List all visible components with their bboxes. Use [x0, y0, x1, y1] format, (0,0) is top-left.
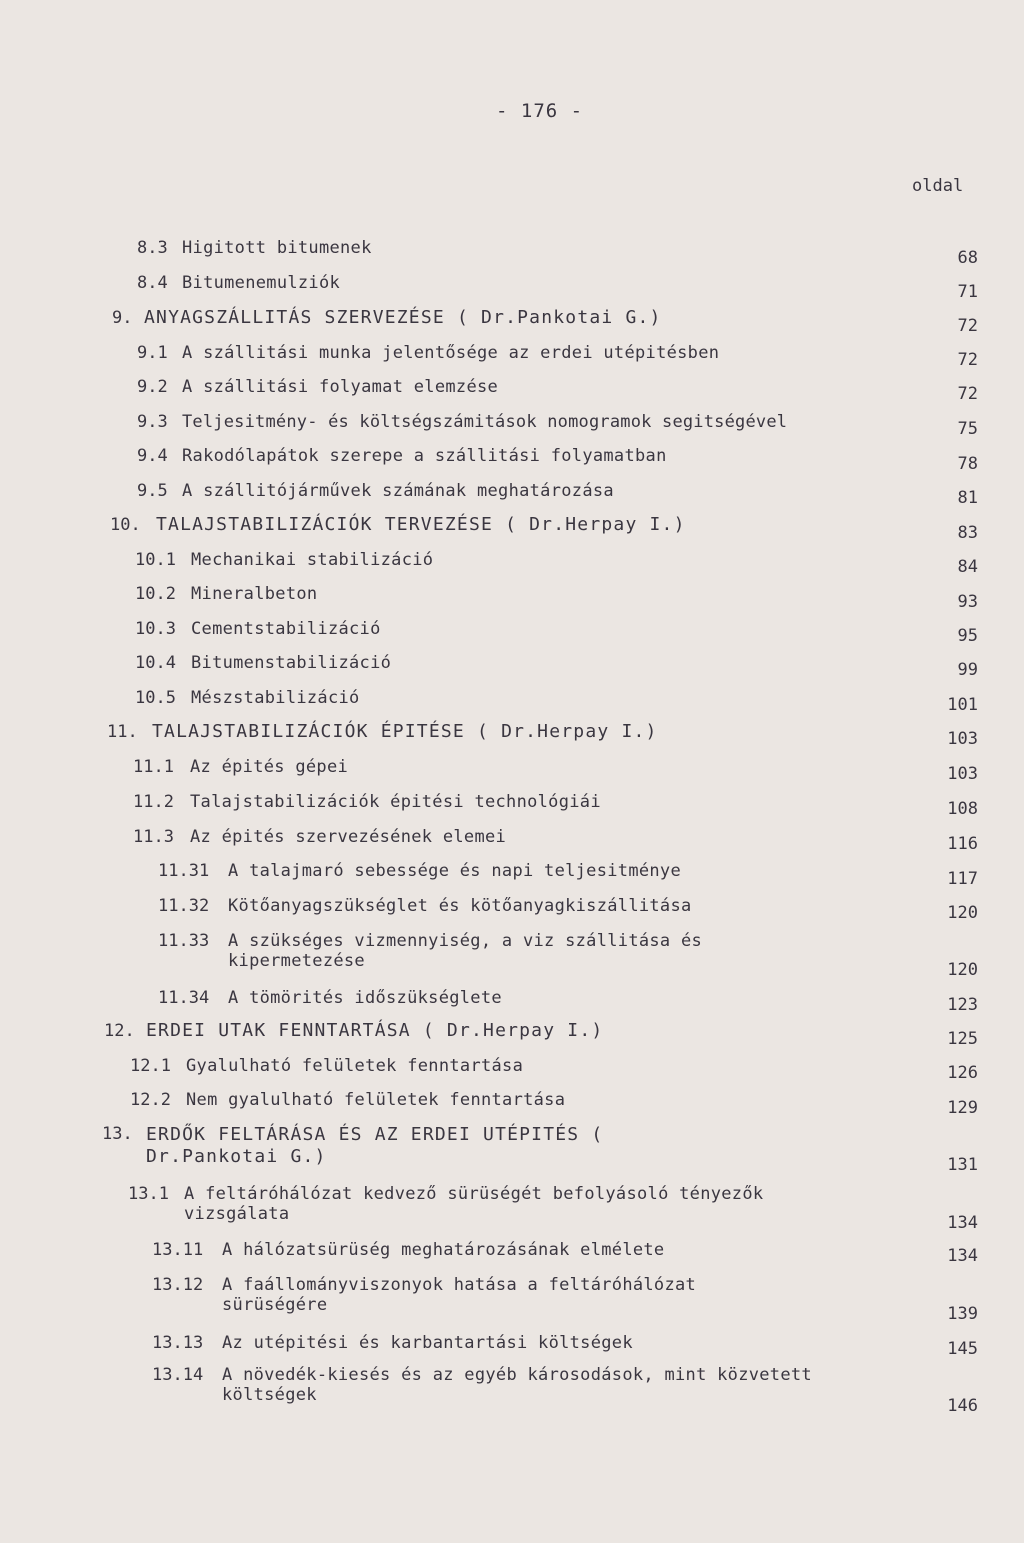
entry-number: 9.2	[137, 377, 168, 397]
entry-title: A hálózatsürüség meghatározásának elmélete	[222, 1240, 665, 1260]
entry-page: 126	[947, 1063, 978, 1083]
entry-title: A talajmaró sebessége és napi teljesitménye	[228, 861, 681, 881]
entry-page: 68	[957, 248, 978, 268]
entry-number: 10.2	[135, 584, 176, 604]
entry-page: 108	[947, 799, 978, 819]
entry-page: 145	[947, 1339, 978, 1359]
entry-page: 117	[947, 869, 978, 889]
entry-title: A faállományviszonyok hatása a feltáróhálózat sürüségére	[222, 1275, 697, 1315]
entry-page: 81	[957, 488, 978, 508]
entry-title: ERDŐK FELTÁRÁSA ÉS AZ ERDEI UTÉPITÉS ( Dr.Pankotai G.)	[146, 1124, 604, 1167]
entry-title: Az utépitési és karbantartási költségek	[222, 1333, 633, 1353]
entry-title: A feltáróhálózat kedvező sürüségét befolyásoló tényezők vizsgálata	[184, 1184, 764, 1224]
entry-title: TALAJSTABILIZÁCIÓK TERVEZÉSE ( Dr.Herpay I.)	[156, 514, 686, 535]
entry-number: 11.3	[133, 827, 174, 847]
entry-number: 13.13	[152, 1333, 204, 1353]
entry-page: 134	[947, 1213, 978, 1233]
entry-page: 125	[947, 1029, 978, 1049]
entry-number: 9.5	[137, 481, 168, 501]
entry-page: 95	[957, 626, 978, 646]
entry-page: 146	[947, 1396, 978, 1416]
entry-number: 10.	[110, 515, 141, 535]
entry-title: A szállitási munka jelentősége az erdei utépitésben	[182, 343, 720, 363]
entry-number: 12.	[104, 1021, 135, 1041]
entry-title: Az épités gépei	[190, 757, 349, 777]
entry-number: 13.11	[152, 1240, 204, 1260]
entry-page: 72	[957, 384, 978, 404]
entry-title: Rakodólapátok szerepe a szállitási folyamatban	[182, 446, 667, 466]
entry-page: 120	[947, 903, 978, 923]
entry-number: 8.3	[137, 238, 168, 258]
entry-page: 131	[947, 1155, 978, 1175]
entry-title: Mineralbeton	[191, 584, 318, 604]
entry-page: 75	[957, 419, 978, 439]
entry-number: 8.4	[137, 273, 168, 293]
entry-title: Az épités szervezésének elemei	[190, 827, 507, 847]
entry-title: A szállitási folyamat elemzése	[182, 377, 499, 397]
entry-page: 72	[957, 350, 978, 370]
entry-title: Teljesitmény- és költségszámitások nomogramok segitségével	[182, 412, 788, 432]
entry-page: 103	[947, 729, 978, 749]
entry-number: 9.4	[137, 446, 168, 466]
entry-number: 11.32	[158, 896, 210, 916]
entry-page: 101	[947, 695, 978, 715]
entry-title: Gyalulható felületek fenntartása	[186, 1056, 524, 1076]
entry-title: A szükséges vizmennyiség, a viz szállitása és kipermetezése	[228, 931, 703, 971]
entry-page: 123	[947, 995, 978, 1015]
entry-page: 134	[947, 1246, 978, 1266]
entry-title: ANYAGSZÁLLITÁS SZERVEZÉSE ( Dr.Pankotai G.)	[144, 307, 662, 328]
entry-number: 11.	[107, 722, 138, 742]
entry-title: Bitumenemulziók	[182, 273, 341, 293]
entry-number: 10.5	[135, 688, 176, 708]
entry-title: Talajstabilizációk épitési technológiái	[190, 792, 601, 812]
entry-number: 13.1	[128, 1184, 169, 1204]
entry-number: 11.1	[133, 757, 174, 777]
entry-title: A növedék-kiesés és az egyéb károsodások, mint közvetett költségek	[222, 1365, 812, 1405]
entry-title: TALAJSTABILIZÁCIÓK ÉPITÉSE ( Dr.Herpay I.)	[152, 721, 658, 742]
entry-title: Mészstabilizáció	[191, 688, 360, 708]
entry-title: Mechanikai stabilizáció	[191, 550, 434, 570]
entry-title: Higitott bitumenek	[182, 238, 372, 258]
entry-number: 9.	[112, 308, 133, 328]
entry-number: 11.31	[158, 861, 210, 881]
entry-number: 13.	[102, 1124, 133, 1144]
entry-number: 13.14	[152, 1365, 204, 1385]
entry-title: A szállitójárművek számának meghatározása	[182, 481, 614, 501]
entry-title: A tömörités időszükséglete	[228, 988, 502, 1008]
entry-number: 11.2	[133, 792, 174, 812]
entry-page: 103	[947, 764, 978, 784]
entry-page: 139	[947, 1304, 978, 1324]
entry-number: 11.34	[158, 988, 210, 1008]
entry-page: 83	[957, 523, 978, 543]
entry-title: Bitumenstabilizáció	[191, 653, 392, 673]
entry-number: 13.12	[152, 1275, 204, 1295]
entry-number: 12.2	[130, 1090, 171, 1110]
page-column-header: oldal	[912, 176, 964, 196]
entry-page: 72	[957, 316, 978, 336]
entry-number: 10.3	[135, 619, 176, 639]
entry-page: 93	[957, 592, 978, 612]
entry-page: 84	[957, 557, 978, 577]
entry-title: ERDEI UTAK FENNTARTÁSA ( Dr.Herpay I.)	[146, 1020, 604, 1041]
entry-page: 78	[957, 454, 978, 474]
entry-title: Cementstabilizáció	[191, 619, 381, 639]
entry-number: 9.1	[137, 343, 168, 363]
entry-number: 10.1	[135, 550, 176, 570]
entry-title: Nem gyalulható felületek fenntartása	[186, 1090, 566, 1110]
entry-page: 129	[947, 1098, 978, 1118]
entry-page: 120	[947, 960, 978, 980]
entry-number: 9.3	[137, 412, 168, 432]
entry-page: 71	[957, 282, 978, 302]
entry-title: Kötőanyagszükséglet és kötőanyagkiszállitása	[228, 896, 692, 916]
entry-page: 116	[947, 834, 978, 854]
entry-number: 11.33	[158, 931, 210, 951]
entry-number: 12.1	[130, 1056, 171, 1076]
page-number: - 176 -	[496, 100, 584, 122]
entry-page: 99	[957, 660, 978, 680]
entry-number: 10.4	[135, 653, 176, 673]
